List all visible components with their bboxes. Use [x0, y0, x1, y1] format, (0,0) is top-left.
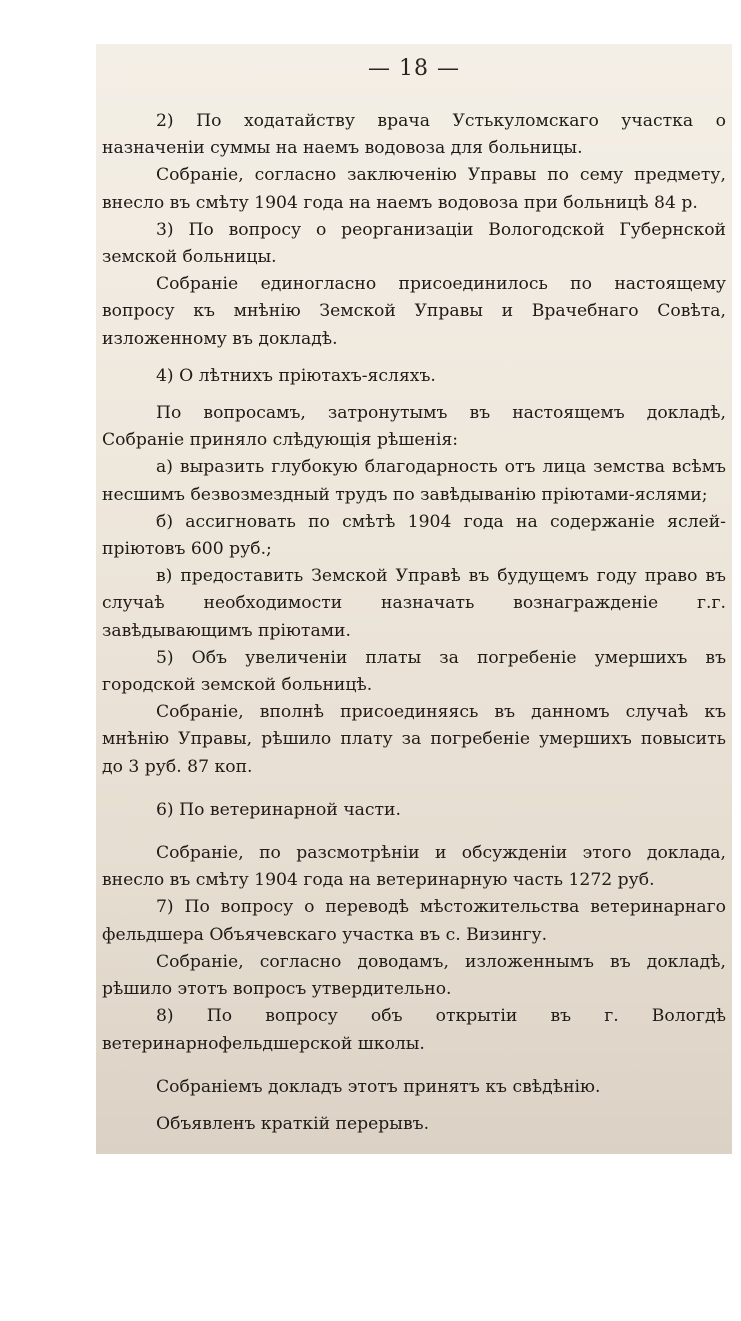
- paragraph-item-5-heading: 5) Объ увеличеніи платы за погребеніе умершихъ въ городской земской больницѣ.: [102, 647, 726, 696]
- paragraph-recess: Объявленъ краткій перерывъ.: [156, 1113, 430, 1134]
- paragraph-item-2-resolution: Собраніе, согласно заключенію Управы по сему предмету, внесло въ смѣту 1904 года на наемъ водовоза при больницѣ 84 р.: [102, 165, 726, 213]
- paragraph-item-4-c: в) предоставить Земской Управѣ въ будущемъ году право въ случаѣ необходимости назначать вознагражденіе г.г. завѣдывающимъ пріютами.: [102, 566, 726, 641]
- page-text: [102, 108, 726, 1138]
- paragraph-item-3-resolution: Собраніе единогласно присоединилось по настоящему вопросу къ мнѣнію Земской Управы и Врачебнаго Совѣта, изложенному въ докладѣ.: [102, 274, 726, 349]
- paragraph-item-6-resolution: Собраніе, по разсмотрѣніи и обсужденіи этого доклада, внесло въ смѣту 1904 года на ветеринарную часть 1272 руб.: [102, 843, 726, 891]
- paragraph-item-4-a: а) выразить глубокую благодарность отъ лица земства всѣмъ несшимъ безвозмездный трудъ по завѣдыванію пріютами-яслями;: [102, 457, 726, 505]
- paragraph-item-5-resolution: Собраніе, вполнѣ присоединяясь въ данномъ случаѣ къ мнѣнію Управы, рѣшило плату за погребеніе умершихъ повысить до 3 руб. 87 коп.: [102, 702, 726, 777]
- paragraph-item-8-resolution: Собраніемъ докладъ этотъ принятъ къ свѣдѣнію.: [156, 1076, 601, 1097]
- document-page: [96, 44, 732, 1154]
- paragraph-item-3-heading: 3) По вопросу о реорганизаціи Вологодской Губернской земской больницы.: [102, 219, 726, 268]
- paragraph-item-6-heading: 6) По ветеринарной части.: [156, 799, 401, 820]
- paragraph-item-8-heading: 8) По вопросу объ открытіи въ г. Вологдѣ ветеринарнофельдшерской школы.: [102, 1006, 726, 1054]
- paragraph-item-4-intro: По вопросамъ, затронутымъ въ настоящемъ докладѣ, Собраніе приняло слѣдующія рѣшенія:: [102, 403, 726, 451]
- page-number: — 18 —: [368, 56, 460, 81]
- paragraph-item-4-b: б) ассигновать по смѣтѣ 1904 года на содержаніе яслей-пріютовъ 600 руб.;: [102, 511, 726, 560]
- paragraph-item-7-resolution: Собраніе, согласно доводамъ, изложеннымъ въ докладѣ, рѣшило этотъ вопросъ утвердительно.: [102, 951, 726, 1000]
- paragraph-item-2-heading: 2) По ходатайству врача Устькуломскаго участка о назначеніи суммы на наемъ водовоза для больницы.: [102, 111, 726, 159]
- paragraph-item-7-heading: 7) По вопросу о переводѣ мѣстожительства ветеринарнаго фельдшера Объячевскаго участка въ с. Визингу.: [102, 897, 726, 945]
- paragraph-item-4-heading: 4) О лѣтнихъ пріютахъ-ясляхъ.: [156, 365, 436, 386]
